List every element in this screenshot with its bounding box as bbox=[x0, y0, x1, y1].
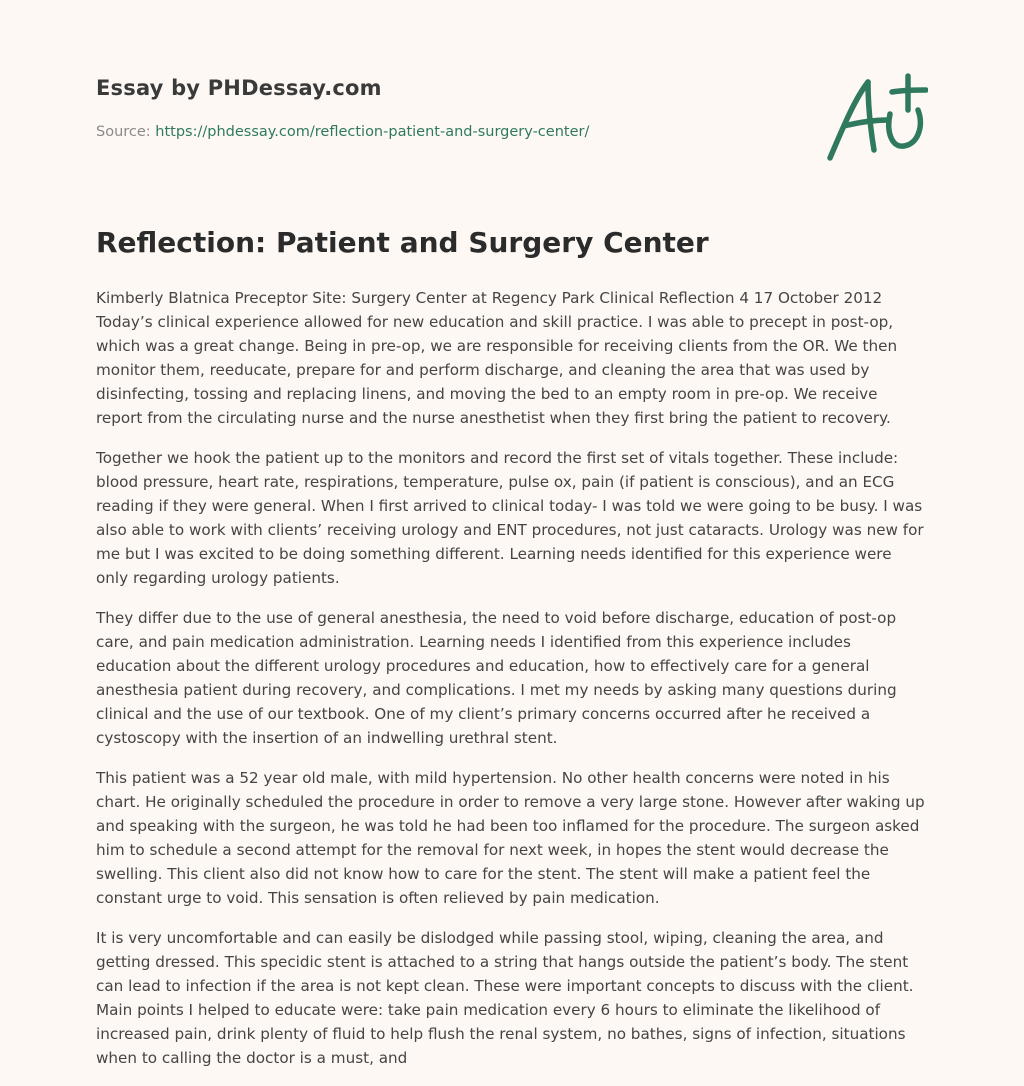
source-line bbox=[96, 124, 589, 140]
source-link[interactable]: https://phdessay.com/reflection-patient-and-surgery-center/ bbox=[155, 124, 590, 140]
essay-body bbox=[96, 286, 928, 1086]
a-plus-grade-icon bbox=[824, 68, 928, 164]
essay-paragraph: They differ due to the use of general anesthesia, the need to void before discharge, education of post-op care, and pain medication administration. Learning needs I identified from this experience includes education about the different urology procedures and education, how to effectively care for a general anesthesia patient during recovery, and complications. I met my needs by asking many questions during clinical and the use of our textbook. One of my client’s primary concerns occurred after he received a cystoscopy with the insertion of an indwelling urethral stent. bbox=[96, 609, 897, 747]
essay-paragraph: Together we hook the patient up to the monitors and record the first set of vitals together. These include: blood pressure, heart rate, respirations, temperature, pulse ox, pain (if patient is conscious), and an ECG reading if they were general. When I first arrived to clinical today- I was told we were going to be busy. I was also able to work with clients’ receiving urology and ENT procedures, not just cataracts. Urology was new for me but I was excited to be doing something different. Learning needs identified for this experience were only regarding urology patients. bbox=[96, 449, 924, 587]
essay-paragraph: It is very uncomfortable and can easily be dislodged while passing stool, wiping, cleaning the area, and getting dressed. This specidic stent is attached to a string that hangs outside the patient’s body. The stent can lead to infection if the area is not kept clean. These were important concepts to discuss with the client. Main points I helped to educate were: take pain medication every 6 hours to eliminate the likelihood of increased pain, drink plenty of fluid to help flush the renal system, no bathes, signs of infection, situations when to calling the doctor is a must, and bbox=[96, 929, 914, 1067]
essay-paragraph: Kimberly Blatnica Preceptor Site: Surgery Center at Regency Park Clinical Reflection 4 17 October 2012 Today’s clinical experience allowed for new education and skill practice. I was able to precept in post-op, which was a great change. Being in pre-op, we are responsible for receiving clients from the OR. We then monitor them, reeducate, prepare for and perform discharge, and cleaning the area that was used by disinfecting, tossing and replacing linens, and moving the bed to an empty room in pre-op. We receive report from the circulating nurse and the nurse anesthetist when they first bring the patient to recovery. bbox=[96, 289, 898, 427]
essay-title: Reflection: Patient and Surgery Center bbox=[96, 226, 709, 259]
brand-title: Essay by PHDessay.com bbox=[96, 76, 382, 100]
source-label: Source: bbox=[96, 124, 156, 140]
essay-paragraph: This patient was a 52 year old male, with mild hypertension. No other health concerns were noted in his chart. He originally scheduled the procedure in order to remove a very large stone. However after waking up and speaking with the surgeon, he was told he had been too inflamed for the procedure. The surgeon asked him to schedule a second attempt for the removal for next week, in hopes the stent would decrease the swelling. This client also did not know how to care for the stent. The stent will make a patient feel the constant urge to void. This sensation is often relieved by pain medication. bbox=[96, 769, 925, 907]
